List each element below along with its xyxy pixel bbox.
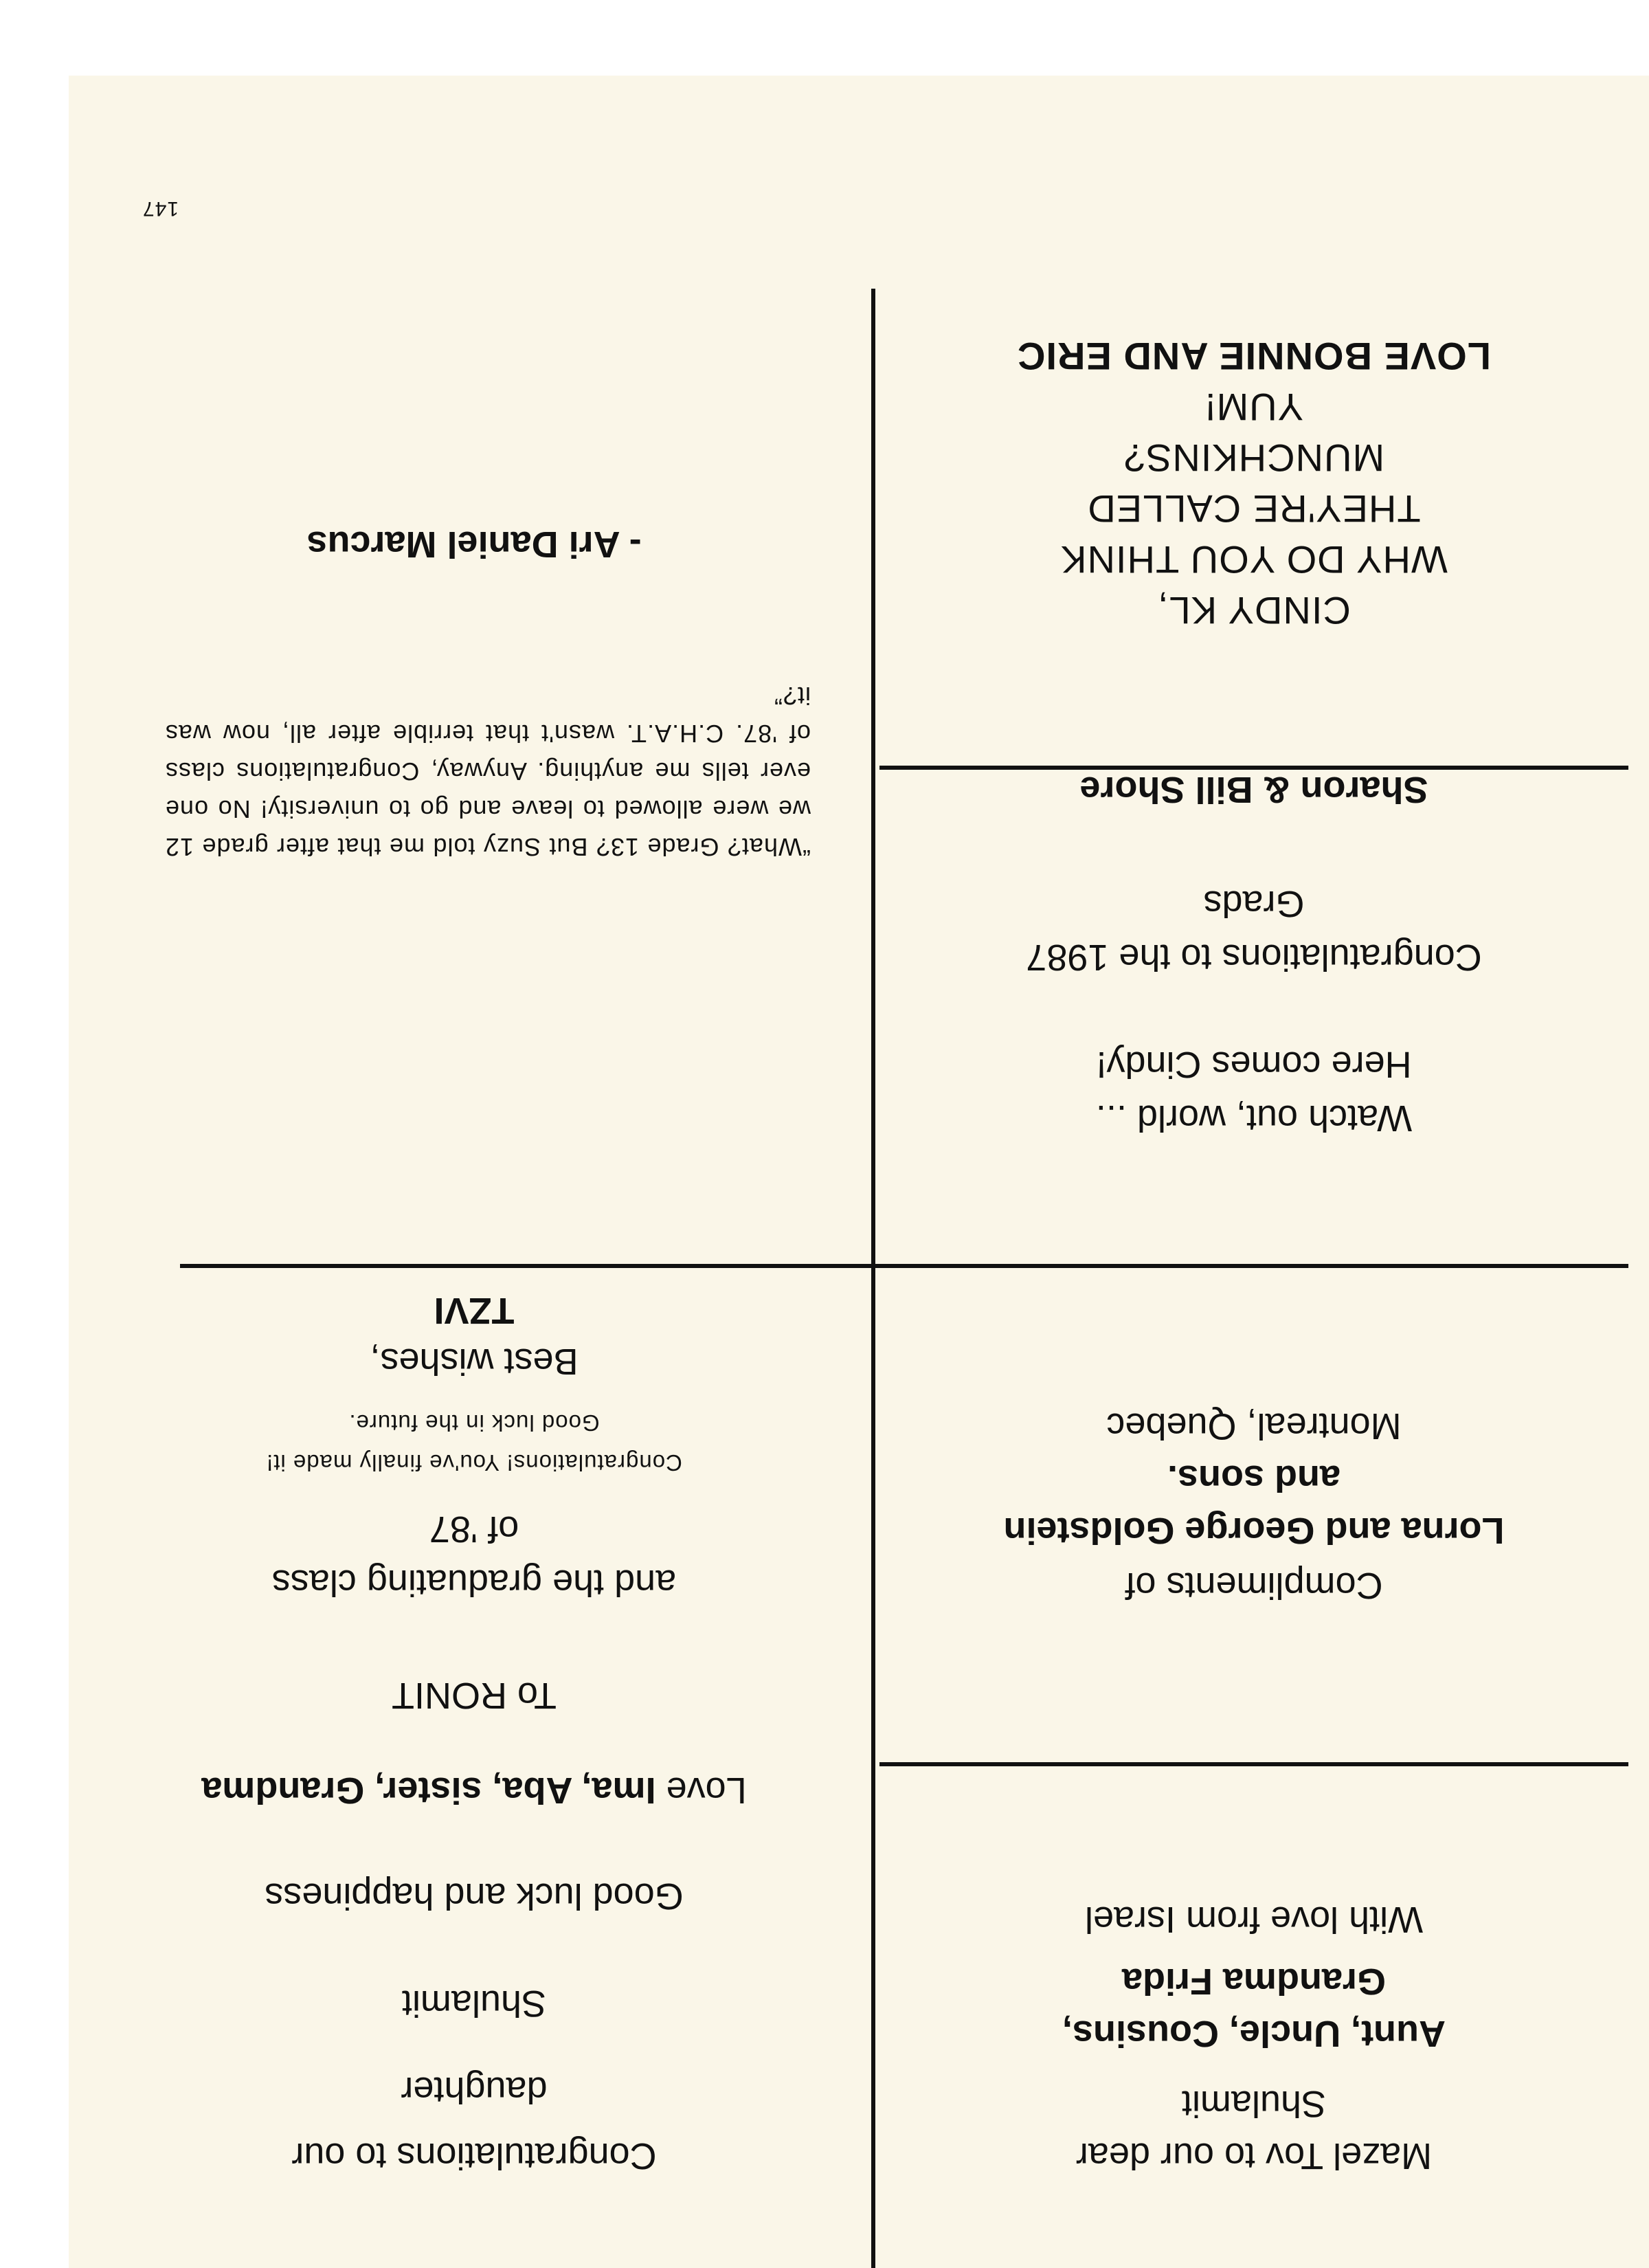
message-line: Montreal, Quebec [1106, 1405, 1402, 1447]
message-ronit [110, 1288, 838, 1718]
message-line: Congratulations to our [291, 2135, 657, 2177]
message-line: Compliments of [1125, 1565, 1383, 1606]
message-line: Grandma Frida [1121, 1961, 1387, 2002]
message-line [110, 1768, 838, 1813]
horizontal-divider-middle [180, 1264, 1628, 1268]
horizontal-divider-top [879, 1762, 1628, 1766]
yearbook-page [69, 76, 1649, 2268]
message-line: Congratulations! You've finally made it! [266, 1450, 682, 1476]
message-line: Best wishes, [370, 1341, 579, 1382]
message-line: Here comes Cindy! [1096, 1044, 1412, 1085]
message-line: WHY DO YOU THINK [1060, 538, 1448, 581]
signature: - Ari Daniel Marcus [306, 524, 642, 565]
message-line: MUNCHKINS? [1123, 436, 1385, 480]
message-line: Lorna and George Goldstein [1003, 1510, 1505, 1551]
page-number: 147 [142, 197, 179, 220]
message-line: Watch out, world ... [1095, 1098, 1413, 1139]
message-line: YUM! [1204, 386, 1303, 429]
message-ari [110, 522, 838, 866]
message-line: daughter [401, 2069, 548, 2111]
vertical-divider [871, 289, 875, 2268]
quote-text: “What? Grade 13? But Suzy told me that after grade 12 we were allowed to leave and go to university! No one ever tells me anything. Anyway, Congratulations class of '87. C.H.A.T. wasn't that terrible after all, now was it?” [165, 682, 811, 861]
message-line: CINDY KL, [1157, 589, 1351, 632]
message-shulamit-family [110, 1768, 838, 2179]
message-line: Good luck in the future. [348, 1410, 600, 1436]
message-line: Mazel Tov to our dear [1075, 2135, 1433, 2177]
message-munchkins [907, 331, 1601, 636]
message-line: To RONIT [391, 1675, 557, 1716]
message-line: Aunt, Uncle, Cousins, [1062, 2013, 1446, 2054]
message-line: Sharon & Bill Shore [1079, 769, 1428, 810]
message-line: and sons. [1167, 1458, 1341, 1499]
message-line: and the graduating class [271, 1562, 677, 1603]
message-line: Grads [1203, 883, 1305, 924]
message-goldstein [907, 1403, 1601, 1608]
message-cindy-shore [907, 767, 1601, 1141]
love-prefix: Love [655, 1770, 747, 1811]
message-line: THEY'RE CALLED [1087, 487, 1421, 531]
message-line: LOVE BONNIE AND ERIC [1017, 335, 1491, 378]
message-shulamit-israel [907, 1897, 1601, 2179]
message-line: Congratulations to the 1987 [1026, 937, 1482, 978]
message-line: Good luck and happiness [265, 1876, 684, 1917]
message-line: Shulamit [1181, 2083, 1327, 2124]
family-names: Ima, Aba, sister, Grandma [201, 1770, 656, 1811]
message-line: of '87 [429, 1509, 519, 1550]
rotated-page-content [69, 76, 1649, 2268]
message-line: With love from Israel [1084, 1899, 1424, 1940]
message-line: TZVI [434, 1290, 515, 1331]
message-line: Shulamit [401, 1983, 547, 2024]
